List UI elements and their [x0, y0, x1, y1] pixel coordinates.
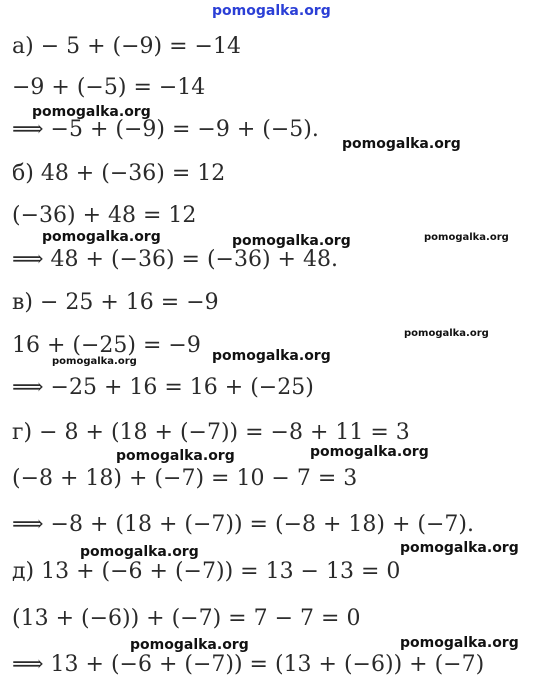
watermark: pomogalka.org	[42, 229, 161, 245]
watermark: pomogalka.org	[232, 233, 351, 249]
line-g-3: ⟹ −8 + (18 + (−7)) = (−8 + 18) + (−7).	[12, 512, 474, 537]
watermark: pomogalka.org	[310, 444, 429, 460]
watermark: pomogalka.org	[80, 544, 199, 560]
watermark: pomogalka.org	[342, 136, 461, 152]
line-a-3: ⟹ −5 + (−9) = −9 + (−5).	[12, 117, 319, 142]
line-d-1: д) 13 + (−6 + (−7)) = 13 − 13 = 0	[12, 559, 401, 584]
line-a-1: а) − 5 + (−9) = −14	[12, 34, 241, 59]
watermark: pomogalka.org	[52, 356, 137, 367]
line-d-2: (13 + (−6)) + (−7) = 7 − 7 = 0	[12, 606, 361, 631]
watermark: pomogalka.org	[130, 637, 249, 653]
line-g-1: г) − 8 + (18 + (−7)) = −8 + 11 = 3	[12, 420, 410, 445]
line-d-3: ⟹ 13 + (−6 + (−7)) = (13 + (−6)) + (−7)	[12, 652, 485, 677]
watermark: pomogalka.org	[116, 448, 235, 464]
line-b-3: ⟹ 48 + (−36) = (−36) + 48.	[12, 247, 338, 272]
line-a-2: −9 + (−5) = −14	[12, 75, 206, 100]
watermark: pomogalka.org	[400, 540, 519, 556]
watermark: pomogalka.org	[212, 348, 331, 364]
line-g-2: (−8 + 18) + (−7) = 10 − 7 = 3	[12, 466, 358, 491]
watermark: pomogalka.org	[32, 104, 151, 120]
watermark-top: pomogalka.org	[212, 3, 331, 19]
line-b-1: б) 48 + (−36) = 12	[12, 161, 226, 186]
watermark: pomogalka.org	[404, 328, 489, 339]
line-b-2: (−36) + 48 = 12	[12, 203, 197, 228]
watermark: pomogalka.org	[400, 635, 519, 651]
line-v-3: ⟹ −25 + 16 = 16 + (−25)	[12, 375, 314, 400]
watermark: pomogalka.org	[424, 232, 509, 243]
line-v-1: в) − 25 + 16 = −9	[12, 290, 219, 315]
line-v-2: 16 + (−25) = −9	[12, 333, 201, 358]
